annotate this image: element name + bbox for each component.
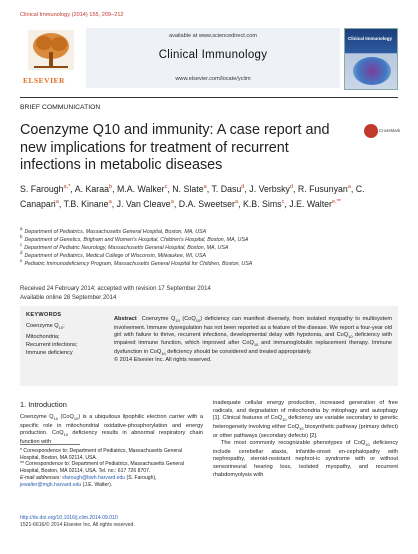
abstract-sub: 10 [161,351,166,357]
abstract-part: (CoQ [179,316,196,322]
abstract-part: and immunoglobulin replacement therapy. Immune dysfunction in CoQ [114,340,392,355]
body-text: (CoQ [58,414,74,420]
abstract-sub: 10 [175,318,180,324]
affiliation-key: a [20,226,23,231]
crossmark-button[interactable] [364,124,401,138]
keyword-item [26,322,77,333]
body-text: ) is a ubiquitous lipophilic electron carrier with a specific role in mitochondrial oxidative-phosphorylation and energy production. CoQ [20,414,203,437]
affiliation-text: Department of Pediatrics, Massachusetts General Hospital, Boston, MA, USA [24,228,207,235]
body-sub: 10 [63,432,68,438]
affiliation-key: c [20,242,23,247]
author[interactable]: T. Dasu [211,183,242,194]
abstract-part: ) deficiency can manifest diversely, from isolated myopathy to multisystem involvement. Immune dysregulation has not been reported as a feature of the disease. We report a four-year old girl with failure to thrive, recurrent infections, developmental delay with hypotonia, and CoQ [114,316,392,338]
author-sup[interactable]: a,* [63,184,71,190]
header-banner [86,28,340,88]
affiliation-text: Department of Genetics, Brigham and Women's Hospital, Children's Hospital, Boston, MA, USA [24,236,249,243]
journal-cover-image[interactable] [344,28,398,90]
footnotes [20,448,203,488]
body-text: The most commonly recognizable phenotypes of CoQ [221,440,366,447]
cover-art [353,57,391,85]
author[interactable]: A. Karaa [74,183,110,194]
abstract-part: deficiency with impaired immune function, which improved after CoQ [114,331,392,347]
author-sup[interactable]: d [289,184,293,190]
availability-link[interactable]: available at www.sciencedirect.com [169,33,257,39]
abstract-sub: 10 [348,334,353,340]
abstract-box [20,306,398,386]
author[interactable]: S. Farough [20,183,64,194]
author[interactable]: N. Slate [172,183,204,194]
affiliation [20,258,400,267]
body-text: deficiency include cerebellar ataxia, infantile-onset en-cephalopathy with nephropathy, steroid-resistant nephrot-ic syndrome with or without sensorineural hearing loss, isolated myopathy, and recurrent rhabdomyolysis with [213,440,398,478]
footnote-emails [20,475,203,488]
paragraph [213,440,398,479]
crossmark-icon [364,124,378,138]
cover-title: Clinical Immunology [348,36,393,41]
elsevier-tree-icon [28,30,74,70]
issn-line: 1521-6616/© 2014 Elsevier Inc. All rights reserved. [20,521,135,528]
body-sub: 10 [299,426,304,431]
abstract-part: Coenzyme Q [141,316,176,322]
body-text: deficiency results in abnormal respiratory chain function with [20,430,203,445]
abstract-sub: 10 [253,342,259,348]
email-owner: (S. Farough), [125,474,157,481]
author-sup[interactable]: a [170,198,174,205]
doi-link[interactable]: http://dx.doi.org/10.1016/j.clim.2014.09.010 [20,515,118,521]
author-sup[interactable]: a [347,184,351,190]
abstract-part: deficiency should be considered and treated appropriately. [165,348,312,355]
body-text: Coenzyme Q [20,414,54,420]
author[interactable]: D.A. Sweetser [178,198,235,209]
footnote-rule [20,444,80,445]
abstract-text [114,316,392,365]
journal-header [20,28,398,94]
author[interactable]: J.E. Walter [289,198,332,209]
body-text: biosynthetic pathway (primary defect) or other pathways (secondary defects) [2]. [213,423,398,439]
author[interactable]: C. Canapari [20,183,365,209]
crossmark-label: CrossMark [379,128,401,133]
author-sup[interactable]: a [55,198,59,205]
author-sup[interactable]: a [108,198,112,205]
author-sup[interactable]: a [203,184,207,190]
intro-right-column [213,400,398,479]
author-sup[interactable]: b [109,184,113,190]
keywords-heading: KEYWORDS [26,312,62,318]
online-date: Available online 28 September 2014 [20,294,117,301]
author-sup[interactable]: a [234,198,239,205]
body-sub: 10 [53,416,59,422]
author-sup[interactable]: c [281,198,285,205]
received-date: Received 24 February 2014; accepted with revision 17 September 2014 [20,286,211,292]
affiliation-text: Department of Pediatric Neurology, Massachusetts General Hospital, Boston, MA, USA [24,244,229,251]
intro-heading: 1. Introduction [20,400,67,409]
copyright: © 2014 Elsevier Inc. All rights reserved. [114,357,212,364]
homepage-link[interactable]: www.elsevier.com/locate/yclim [175,76,251,82]
author[interactable]: J. Verbsky [249,183,290,194]
affiliation-key: e [20,258,23,263]
keyword-item: Immune deficiency [26,350,73,357]
author-list: S. Farough$^{a,*}$, A. Karaa$^b$, M.A. Walker$^c$, N. Slate$^a$, T. Dasu$^d$, J. Verbsky$^d$, R. Fusunyan$^a$, C. Canapari$^a$, T.B. Kinane$^a$, J. Van Cleave$^a$, D.A. Sweetser$^a$, K.B. Sims$^c$, J.E. Walter$^{e,**}$ [20,183,365,209]
email-label: E-mail addresses: [20,474,63,481]
affiliation-key: d [20,250,23,255]
author-sup[interactable]: d [241,184,245,190]
elsevier-logo[interactable] [20,28,82,88]
article-title: Coenzyme Q10 and immunity: A case report and new implications for treatment of recurrent infections in metabolic diseases [20,122,330,174]
affiliation-text: Department of Pediatrics, Medical College of Wisconsin, Milwaukee, WI, USA [24,252,207,259]
journal-reference[interactable]: Clinical Immunology (2014) 155, 209–212 [20,12,124,18]
keyword-sub: 10 [58,325,64,331]
abstract-sub: 10 [195,318,201,324]
body-sub: 10 [365,442,370,448]
author[interactable]: J. Van Cleave [116,198,171,209]
keyword-suffix: ; [63,323,65,329]
email-link-farough[interactable]: sfarough@bwh.harvard.edu [62,474,126,481]
keyword-text: Coenzyme Q [26,323,59,329]
author-sup[interactable]: e,** [331,198,341,205]
body-sub: 10 [73,416,79,422]
body-text: deficiency are variable secondary to genetic heterogeneity involving either CoQ [213,415,398,430]
intro-left-column [20,414,203,447]
section-label: BRIEF COMMUNICATION [20,104,101,111]
email-owner: (J.E. Walter). [81,481,113,488]
footnote-2: ** Correspondence to: Department of Pediatrics, Massachusetts General Hospital, Boston, MA 02114, USA. Tel. no.: 617 726 8707. [20,461,184,475]
dates [20,285,211,302]
doi-block [20,515,135,529]
header-rule [20,97,398,98]
author[interactable]: K.B. Sims [242,198,282,209]
abstract-label: Abstract [114,316,137,322]
footnote-1: * Correspondence to: Department of Pediatrics, Massachusetts General Hospital, Boston, MA 02114, USA. [20,448,182,461]
author[interactable]: R. Fusunyan [297,183,348,194]
body-text: inadequate cellular energy production, increased generation of free radicals, and degradation of mitochondria by mitophagy and autophagy [1]. Clinical features of CoQ [213,400,398,422]
keyword-item: Mitochondria; [26,333,60,340]
author-sup[interactable]: c [164,184,168,190]
author[interactable]: M.A. Walker [117,183,165,194]
affiliation-key: b [20,234,23,239]
journal-title: Clinical Immunology [158,49,268,61]
email-link-walter[interactable]: jewalter@mgh.harvard.edu [20,481,82,488]
paragraph [213,400,398,440]
affiliation-text: Pediatric Immunodeficiency Program, Massachusetts General Hospital for Children, Boston, USA [24,260,253,267]
author[interactable]: T.B. Kinane [63,198,109,209]
body-sub: 10 [282,417,287,423]
keyword-item: Recurrent infections; [26,341,78,348]
publisher-name: ELSEVIER [23,76,65,85]
keywords-list [26,322,77,358]
